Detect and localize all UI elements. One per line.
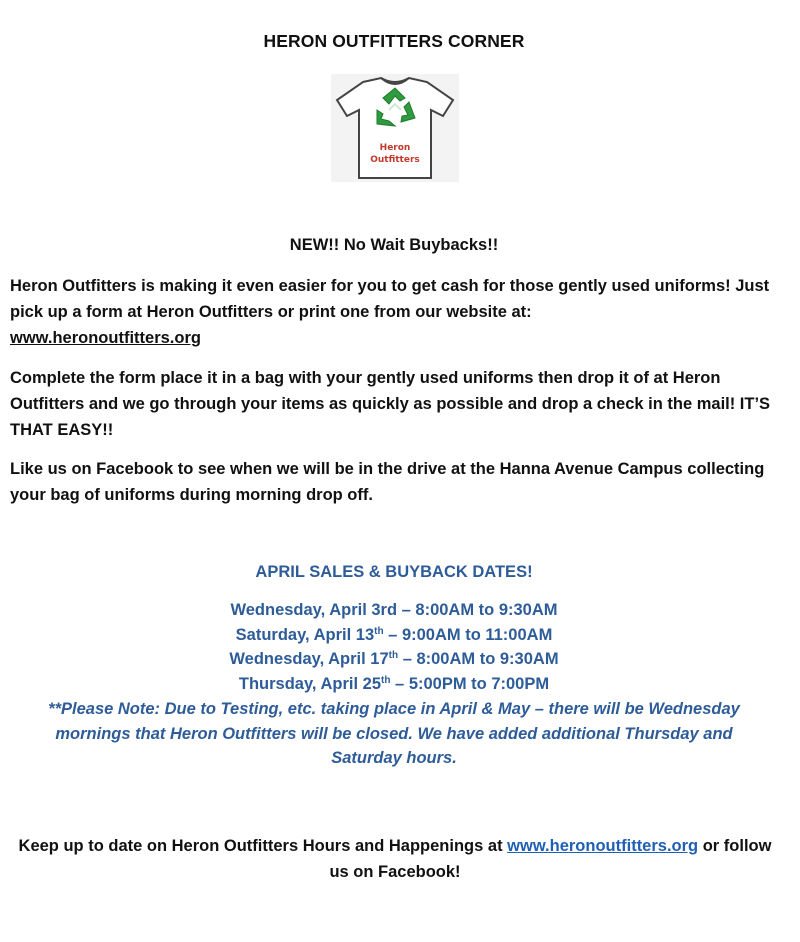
sales-date-item: Wednesday, April 3rd – 8:00AM to 9:30AM <box>230 601 558 619</box>
paragraph-facebook: Like us on Facebook to see when we will be in the drive at the Hanna Avenue Campus collecting your bag of uniforms during morning drop off. <box>10 460 765 504</box>
logo-line1: Heron <box>379 143 411 153</box>
sales-date-item: Thursday, April 25th – 5:00PM to 7:00PM <box>238 674 550 693</box>
footer-text <box>10 833 780 885</box>
paragraph-instructions: Complete the form place it in a bag with your gently used uniforms then drop it of at Heron Outfitters and we go through your items as quickly as possible and drop a check in the mail! IT’S THAT EASY!! <box>10 369 771 439</box>
footer-after: or follow us on Facebook! <box>329 837 772 881</box>
footer-website-link[interactable]: www.heronoutfitters.org <box>507 837 699 855</box>
paragraph-intro-text: Heron Outfitters is making it even easier for you to get cash for those gently used uniforms! Just pick up a form at Heron Outfitters or print one from our website at: <box>10 277 770 321</box>
logo-line2: Outfitters <box>370 155 420 165</box>
recycle-tshirt-logo-icon <box>331 74 459 182</box>
sales-dates-list <box>0 598 788 696</box>
sales-heading: APRIL SALES & BUYBACK DATES! <box>255 563 533 581</box>
announcement-heading: NEW!! No Wait Buybacks!! <box>289 236 499 254</box>
website-link[interactable]: www.heronoutfitters.org <box>10 329 201 347</box>
paragraph-intro <box>10 273 780 351</box>
footer-before: Keep up to date on Heron Outfitters Hours and Happenings at <box>18 837 508 855</box>
sales-date-item: Saturday, April 13th – 9:00AM to 11:00AM <box>235 625 553 644</box>
page-title: HERON OUTFITTERS CORNER <box>263 31 525 51</box>
testing-note: **Please Note: Due to Testing, etc. taking place in April & May – there will be Wednesday mornings that Heron Outfitters will be closed. We have added additional Thursday and Saturday hours. <box>48 700 740 767</box>
sales-date-item: Wednesday, April 17th – 8:00AM to 9:30AM <box>229 650 559 668</box>
